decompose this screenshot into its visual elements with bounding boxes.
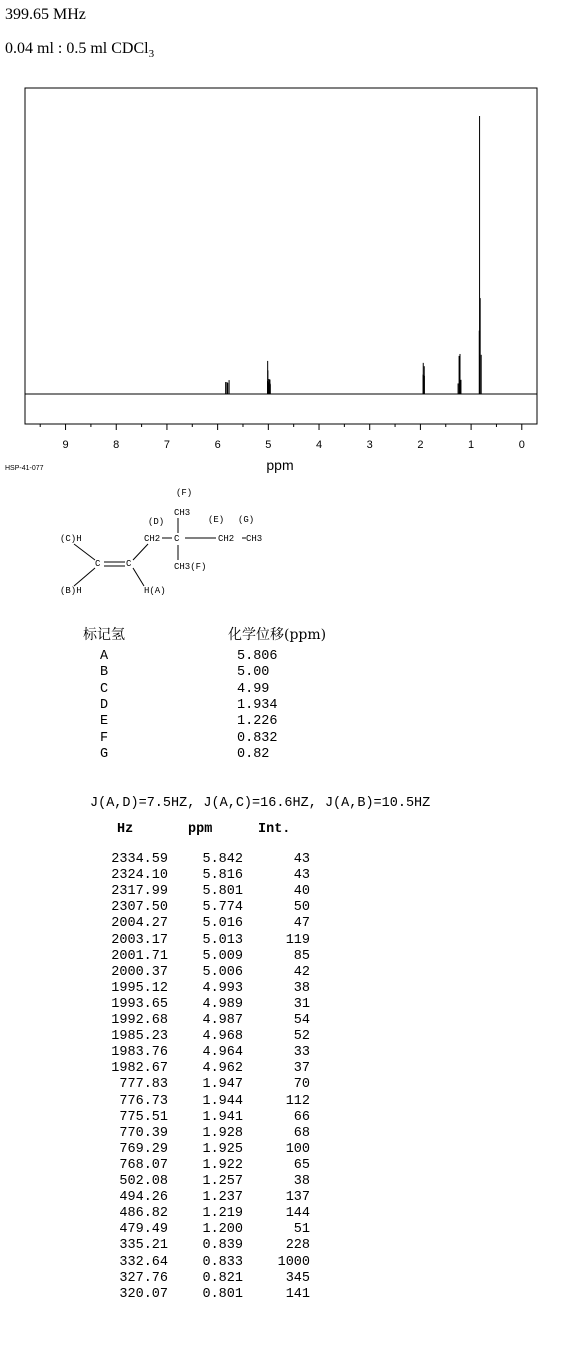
peak-int: 70 — [293, 1077, 310, 1093]
peak-ppm: 5.013 — [202, 932, 243, 948]
peak-row — [0, 916, 570, 931]
peak-int: 85 — [293, 948, 310, 964]
x-axis-label: ppm — [266, 457, 294, 473]
peak-ppm: 1.941 — [202, 1109, 243, 1125]
x-tick-label: 9 — [62, 439, 69, 451]
peak-int: 112 — [285, 1093, 310, 1109]
peak-ppm: 0.833 — [202, 1254, 243, 1270]
structure-label: (C)H — [60, 534, 82, 544]
peak-hz: 770.39 — [119, 1125, 168, 1141]
peak-int: 228 — [285, 1238, 310, 1254]
structure-label: CH3 — [174, 508, 191, 518]
peak-row — [0, 1077, 570, 1092]
peak-ppm: 4.968 — [202, 1029, 243, 1045]
x-tick-label: 2 — [417, 439, 424, 451]
peak-int: 68 — [293, 1125, 310, 1141]
peak-ppm: 4.989 — [202, 996, 243, 1012]
structure-label: CH2 — [144, 534, 161, 544]
structure-label: (E) — [208, 515, 225, 525]
peak-int: 38 — [293, 1174, 310, 1189]
x-tick-label: 3 — [366, 439, 373, 451]
peak-row — [0, 900, 570, 915]
spectrum-code: HSP-41-077 — [5, 465, 44, 472]
peak-row — [0, 868, 570, 883]
peak-ppm: 5.006 — [202, 964, 243, 980]
shift-row-value: 1.934 — [237, 697, 278, 713]
peak-ppm: 4.987 — [202, 1013, 243, 1028]
peak-row — [0, 1045, 570, 1060]
molecular-structure — [0, 0, 570, 600]
peak-int: 144 — [285, 1206, 310, 1222]
x-tick-label: 1 — [468, 439, 475, 451]
peak-int: 43 — [293, 852, 310, 867]
peak-hz: 2324.10 — [111, 868, 168, 884]
peak-ppm: 5.801 — [202, 884, 243, 900]
shift-row-label: F — [100, 730, 109, 746]
peak-row — [0, 1174, 570, 1189]
peak-ppm: 4.964 — [202, 1045, 243, 1061]
peak-table-header — [0, 822, 570, 838]
peak-row — [0, 1158, 570, 1173]
peak-hz: 494.26 — [119, 1190, 168, 1206]
shift-row-value: 1.226 — [237, 714, 278, 730]
peak-hz: 2001.71 — [111, 948, 168, 964]
peak-int: 33 — [293, 1045, 310, 1061]
peak-int: 37 — [293, 1061, 310, 1077]
peak-row — [0, 1013, 570, 1028]
peak-hz: 502.08 — [119, 1174, 168, 1189]
peak-int: 51 — [293, 1222, 310, 1238]
peak-ppm: 5.842 — [202, 852, 243, 867]
shift-row-label: G — [100, 746, 109, 762]
x-tick-label: 5 — [265, 439, 272, 451]
peak-int: 1000 — [277, 1254, 310, 1270]
x-tick-label: 8 — [113, 439, 120, 451]
peak-row — [0, 1206, 570, 1221]
structure-label: CH3 — [246, 534, 263, 544]
peak-int: 119 — [285, 932, 310, 948]
peak-hz: 1993.65 — [111, 996, 168, 1012]
peak-hz: 479.49 — [119, 1222, 168, 1238]
peak-hz: 769.29 — [119, 1141, 168, 1157]
peak-hz: 2000.37 — [111, 964, 168, 980]
peak-ppm: 5.009 — [202, 948, 243, 964]
peak-int: 38 — [293, 980, 310, 996]
x-tick-label: 0 — [518, 439, 525, 451]
peak-hz: 335.21 — [119, 1238, 168, 1254]
peak-row — [0, 1190, 570, 1205]
peak-row — [0, 965, 570, 980]
peak-row — [0, 1126, 570, 1141]
spectrometer-frequency: 399.65 MHz — [5, 6, 86, 23]
shift-row-value: 5.00 — [237, 665, 270, 681]
peak-hz: 2334.59 — [111, 852, 168, 867]
structure-label: H(A) — [144, 586, 166, 596]
peak-row — [0, 1238, 570, 1253]
peak-ppm: 5.016 — [202, 916, 243, 932]
peak-hz: 776.73 — [119, 1093, 168, 1109]
peak-hz: 320.07 — [119, 1286, 168, 1302]
shift-row-label: C — [100, 681, 109, 697]
structure-label: (D) — [148, 517, 165, 527]
peak-row — [0, 1222, 570, 1237]
peak-row — [0, 1287, 570, 1302]
peak-int: 42 — [293, 964, 310, 980]
peak-ppm: 1.257 — [202, 1174, 243, 1189]
peak-row — [0, 884, 570, 899]
structure-bonds — [74, 518, 246, 586]
peak-row — [0, 1061, 570, 1076]
peak-ppm: 5.774 — [202, 900, 243, 916]
shift-header-value: 化学位移(ppm) — [228, 627, 327, 643]
structure-label: (G) — [238, 515, 255, 525]
shift-row-value: 5.806 — [237, 649, 278, 664]
peak-hz: 768.07 — [119, 1157, 168, 1173]
peak-row — [0, 1029, 570, 1044]
shift-row-value: 4.99 — [237, 681, 270, 697]
peak-hz: 327.76 — [119, 1270, 168, 1286]
peak-row — [0, 981, 570, 996]
peak-int: 50 — [293, 900, 310, 916]
structure-label: CH3(F) — [174, 562, 207, 572]
peak-row — [0, 997, 570, 1012]
peak-hz: 1985.23 — [111, 1029, 168, 1045]
peak-ppm: 4.962 — [202, 1061, 243, 1077]
structure-label: C — [174, 534, 180, 544]
peak-ppm: 5.816 — [202, 868, 243, 884]
peak-hz: 1983.76 — [111, 1045, 168, 1061]
peak-int: 52 — [293, 1029, 310, 1045]
structure-label: (B)H — [60, 586, 82, 596]
shift-row-label: E — [100, 714, 109, 730]
col-ppm: ppm — [188, 822, 213, 837]
shift-row-label: D — [100, 697, 109, 713]
peak-row — [0, 949, 570, 964]
structure-label: C — [126, 559, 132, 569]
peak-hz: 2307.50 — [111, 900, 168, 916]
peak-int: 40 — [293, 884, 310, 900]
peak-ppm: 1.219 — [202, 1206, 243, 1222]
peak-ppm: 1.944 — [202, 1093, 243, 1109]
structure-label: (F) — [176, 488, 193, 498]
peak-row — [0, 1094, 570, 1109]
peak-ppm: 0.839 — [202, 1238, 243, 1254]
peak-int: 31 — [293, 996, 310, 1012]
x-tick-label: 4 — [315, 439, 323, 451]
peak-hz: 1995.12 — [111, 980, 168, 996]
peak-int: 66 — [293, 1109, 310, 1125]
peak-int: 43 — [293, 868, 310, 884]
peak-int: 47 — [293, 916, 310, 932]
peak-ppm: 1.200 — [202, 1222, 243, 1238]
peak-hz: 486.82 — [119, 1206, 168, 1222]
peak-ppm: 0.821 — [202, 1270, 243, 1286]
peak-int: 100 — [285, 1141, 310, 1157]
peak-ppm: 4.993 — [202, 980, 243, 996]
peak-int: 54 — [293, 1013, 310, 1028]
peak-hz: 2004.27 — [111, 916, 168, 932]
peak-row — [0, 852, 570, 867]
peak-int: 65 — [293, 1157, 310, 1173]
peak-hz: 2317.99 — [111, 884, 168, 900]
peak-row — [0, 1271, 570, 1286]
peak-row — [0, 1110, 570, 1125]
col-int: Int. — [258, 822, 291, 837]
peak-hz: 777.83 — [119, 1077, 168, 1093]
peak-ppm: 0.801 — [202, 1286, 243, 1302]
shift-row-label: A — [100, 649, 109, 664]
peak-ppm: 1.922 — [202, 1157, 243, 1173]
peak-hz: 775.51 — [119, 1109, 168, 1125]
structure-label: CH2 — [218, 534, 235, 544]
peak-row — [0, 933, 570, 948]
structure-label: C — [95, 559, 101, 569]
shift-row-value: 0.832 — [237, 730, 278, 746]
peak-hz: 332.64 — [119, 1254, 168, 1270]
peak-ppm: 1.237 — [202, 1190, 243, 1206]
peak-ppm: 1.928 — [202, 1125, 243, 1141]
peak-int: 141 — [285, 1286, 310, 1302]
x-tick-label: 7 — [163, 439, 171, 451]
peak-ppm: 1.947 — [202, 1077, 243, 1093]
peak-ppm: 1.925 — [202, 1141, 243, 1157]
peak-hz: 1992.68 — [111, 1013, 168, 1028]
peak-hz: 1982.67 — [111, 1061, 168, 1077]
peak-row — [0, 1142, 570, 1157]
peak-int: 345 — [285, 1270, 310, 1286]
peak-hz: 2003.17 — [111, 932, 168, 948]
sample-solvent: 0.04 ml : 0.5 ml CDCl$_3$ — [5, 40, 155, 61]
col-hz: Hz — [117, 822, 134, 837]
shift-row-value: 0.82 — [237, 746, 270, 762]
coupling-constants: J(A,D)=7.5HZ, J(A,C)=16.6HZ, J(A,B)=10.5HZ — [90, 796, 431, 811]
peak-row — [0, 1255, 570, 1270]
shift-row-label: B — [100, 665, 109, 681]
x-tick-label: 6 — [214, 439, 221, 451]
peak-int: 137 — [285, 1190, 310, 1206]
shift-header-label: 标记氢 — [83, 627, 125, 643]
